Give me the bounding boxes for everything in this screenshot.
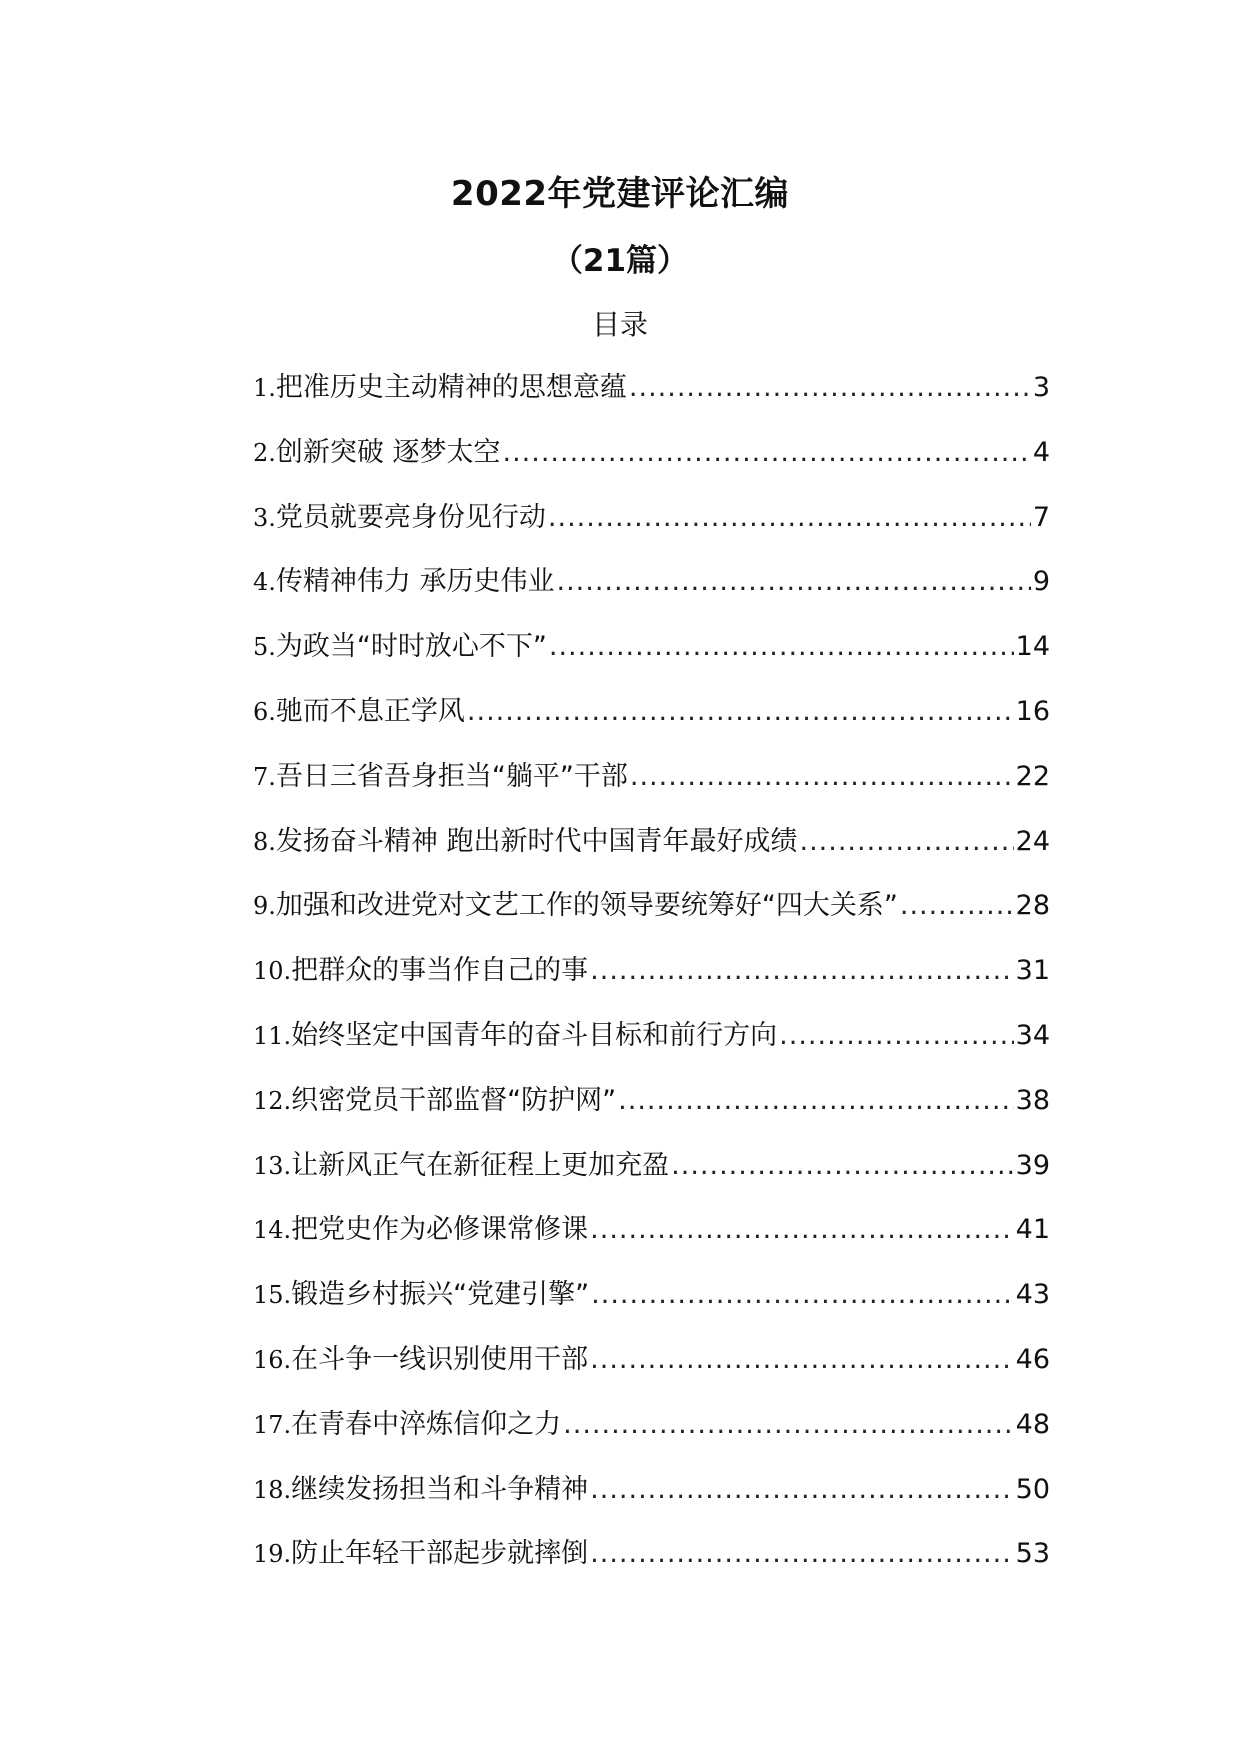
toc-entry-title: 把党史作为必修课常修课 (291, 1214, 589, 1246)
toc-entry-number: 16. (253, 1345, 292, 1374)
toc-entry-number: 14. (253, 1216, 292, 1245)
toc-entry-title: 发扬奋斗精神 跑出新时代中国青年最好成绩 (275, 825, 798, 857)
table-of-contents (253, 366, 1050, 1597)
toc-entry[interactable] (253, 560, 1050, 625)
toc-dot-leader (900, 884, 1014, 928)
toc-dot-leader (630, 755, 1014, 799)
toc-dot-leader (800, 820, 1014, 864)
toc-entry-page-number: 16 (1015, 695, 1050, 727)
toc-entry-title: 加强和改进党对文艺工作的领导要统筹好“四大关系” (275, 890, 898, 922)
toc-entry[interactable] (253, 755, 1050, 820)
toc-entry-page-number: 24 (1015, 825, 1050, 857)
toc-dot-leader (779, 1014, 1013, 1058)
toc-dot-leader (563, 1403, 1013, 1447)
toc-entry[interactable] (253, 1144, 1050, 1209)
toc-entry[interactable] (253, 1532, 1050, 1597)
toc-entry-number: 8. (253, 827, 276, 856)
toc-entry-title: 在青春中淬炼信仰之力 (291, 1408, 562, 1440)
toc-entry-number: 17. (253, 1410, 292, 1439)
toc-entry-number: 7. (253, 762, 276, 791)
toc-heading: 目录 (591, 308, 648, 341)
toc-dot-leader (590, 1532, 1013, 1576)
toc-entry-number: 4. (253, 568, 276, 597)
toc-dot-leader (591, 1273, 1013, 1317)
toc-entry-page-number: 50 (1015, 1473, 1050, 1505)
toc-entry-title: 继续发扬担当和斗争精神 (291, 1473, 589, 1505)
toc-entry[interactable] (253, 1403, 1050, 1468)
toc-entry[interactable] (253, 690, 1050, 755)
toc-entry-title: 驰而不息正学风 (275, 695, 465, 727)
toc-entry-page-number: 46 (1015, 1343, 1050, 1375)
toc-entry-title: 让新风正气在新征程上更加充盈 (291, 1149, 670, 1181)
toc-entry[interactable] (253, 1079, 1050, 1144)
toc-entry-number: 9. (253, 892, 276, 921)
toc-entry-number: 10. (253, 957, 292, 986)
toc-entry-page-number: 34 (1015, 1019, 1050, 1051)
toc-entry-number: 1. (253, 374, 276, 402)
toc-entry-number: 6. (253, 697, 276, 726)
toc-entry-title: 把准历史主动精神的思想意蕴 (275, 372, 627, 403)
toc-entry-number: 3. (253, 503, 276, 532)
toc-entry-number: 13. (253, 1151, 292, 1180)
toc-entry-page-number: 31 (1015, 955, 1050, 987)
toc-entry[interactable] (253, 884, 1050, 949)
toc-entry[interactable] (253, 1273, 1050, 1338)
toc-entry-number: 2. (253, 438, 276, 467)
toc-entry-page-number: 9 (1032, 566, 1050, 598)
toc-entry-title: 吾日三省吾身拒当“躺平”干部 (275, 760, 628, 792)
toc-entry-title: 织密党员干部监督“防护网” (291, 1084, 617, 1116)
toc-entry-title: 传精神伟力 承历史伟业 (275, 566, 555, 598)
toc-dot-leader (549, 625, 1014, 669)
toc-entry-title: 把群众的事当作自己的事 (291, 955, 589, 987)
toc-entry-page-number: 7 (1032, 501, 1050, 533)
toc-dot-leader (590, 1468, 1013, 1512)
toc-entry-title: 防止年轻干部起步就摔倒 (291, 1538, 589, 1570)
toc-entry-title: 为政当“时时放心不下” (275, 631, 547, 663)
toc-entry[interactable] (253, 625, 1050, 690)
toc-dot-leader (503, 431, 1031, 475)
toc-dot-leader (590, 1208, 1013, 1252)
toc-entry-title: 锻造乡村振兴“党建引擎” (291, 1279, 590, 1311)
toc-entry-page-number: 39 (1015, 1149, 1050, 1181)
toc-entry-title: 始终坚定中国青年的奋斗目标和前行方向 (291, 1019, 778, 1051)
toc-dot-leader (548, 496, 1031, 540)
toc-entry[interactable] (253, 1208, 1050, 1273)
toc-entry-number: 19. (253, 1540, 292, 1569)
toc-dot-leader (629, 366, 1031, 410)
toc-entry[interactable] (253, 431, 1050, 496)
toc-entry-page-number: 43 (1015, 1279, 1050, 1311)
toc-entry-title: 创新突破 逐梦太空 (275, 436, 501, 468)
document-title: 2022年党建评论汇编 (450, 174, 790, 214)
toc-dot-leader (557, 560, 1031, 604)
toc-entry-page-number: 38 (1015, 1084, 1050, 1116)
toc-entry-number: 15. (253, 1281, 292, 1310)
toc-entry-number: 5. (253, 633, 276, 662)
toc-entry[interactable] (253, 949, 1050, 1014)
toc-entry-page-number: 53 (1015, 1538, 1050, 1570)
toc-entry-page-number: 4 (1032, 436, 1050, 468)
toc-entry-page-number: 14 (1015, 631, 1050, 663)
toc-dot-leader (590, 1338, 1013, 1382)
toc-dot-leader (618, 1079, 1013, 1123)
toc-entry-title: 在斗争一线识别使用干部 (291, 1343, 589, 1375)
document-subtitle: （21篇） (551, 243, 689, 279)
toc-entry[interactable] (253, 1014, 1050, 1079)
toc-entry-page-number: 28 (1015, 890, 1050, 922)
toc-dot-leader (671, 1144, 1013, 1188)
toc-dot-leader (590, 949, 1013, 993)
toc-entry[interactable] (253, 820, 1050, 885)
toc-entry-title: 党员就要亮身份见行动 (275, 501, 546, 533)
toc-dot-leader (467, 690, 1014, 734)
toc-entry-page-number: 22 (1015, 760, 1050, 792)
toc-entry-page-number: 3 (1032, 372, 1050, 403)
toc-entry-number: 18. (253, 1475, 292, 1504)
toc-entry-number: 12. (253, 1086, 292, 1115)
toc-entry-page-number: 41 (1015, 1214, 1050, 1246)
toc-entry[interactable] (253, 1338, 1050, 1403)
toc-entry[interactable] (253, 496, 1050, 561)
toc-entry[interactable] (253, 366, 1050, 431)
toc-entry[interactable] (253, 1468, 1050, 1533)
toc-entry-page-number: 48 (1015, 1408, 1050, 1440)
toc-entry-number: 11. (253, 1021, 292, 1050)
